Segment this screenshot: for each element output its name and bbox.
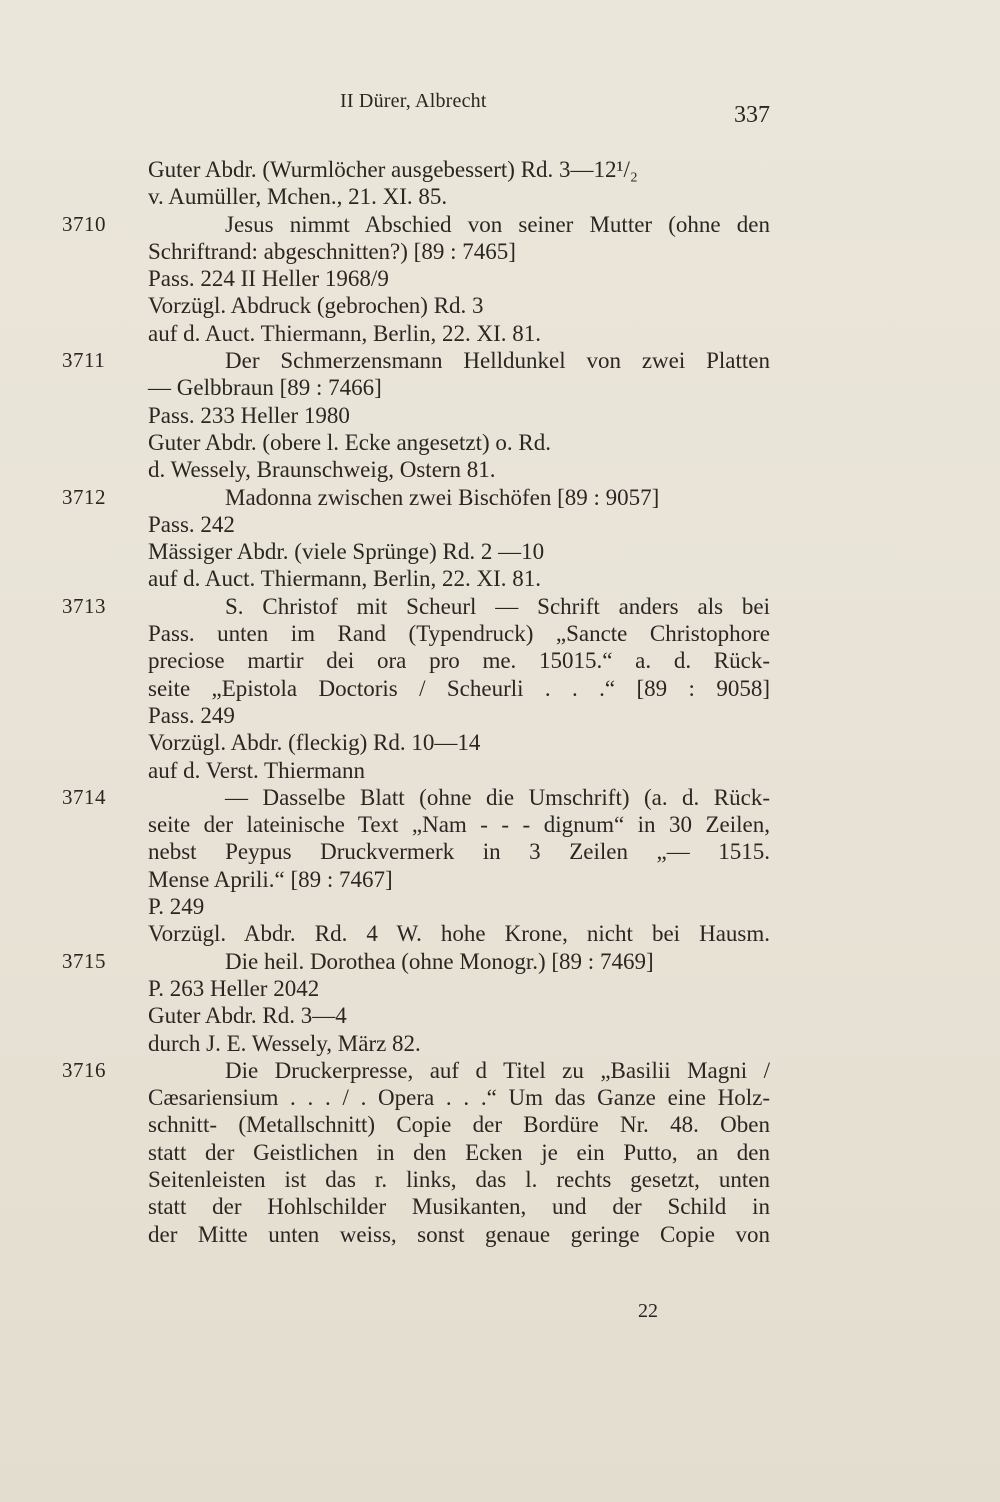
entry-line: [0, 675, 1000, 702]
line-text: — Gelbbraun [89 : 7466]: [148, 375, 382, 401]
entry-line: [0, 238, 1000, 265]
line-text: Mense Aprili.“ [89 : 7467]: [148, 866, 393, 892]
entry-line: [0, 647, 1000, 674]
line-text: Guter Abdr. (obere l. Ecke angesetzt) o. Rd.: [148, 429, 552, 455]
entry-first-line: [0, 211, 1000, 238]
line-text: preciose martir dei ora pro me. 15015.“ a. d. Rück-: [148, 648, 770, 674]
line-text: Pass. 224 II Heller 1968/9: [148, 266, 389, 292]
entry-line: [0, 292, 1000, 319]
line-text: seite „Epistola Doctoris / Scheurli . . .“ [89 : 9058]: [148, 675, 770, 701]
running-head: II Dürer, Albrecht: [340, 90, 487, 112]
entry-line: [0, 456, 1000, 483]
entry-number: 3713: [62, 593, 106, 618]
line-text: Die Druckerpresse, auf d Titel zu „Basilii Magni /: [225, 1057, 770, 1083]
entry-line: [0, 1111, 1000, 1138]
line-text: Vorzügl. Abdr. Rd. 4 W. hohe Krone, nicht bei Hausm.: [148, 921, 770, 947]
entry-line: [0, 1030, 1000, 1057]
entry-first-line: [0, 1057, 1000, 1084]
entry-first-line: [0, 784, 1000, 811]
line-text: Seitenleisten ist das r. links, das l. rechts gesetzt, unten: [148, 1166, 770, 1192]
entry-line: [0, 374, 1000, 401]
printer-signature: 22: [638, 1300, 658, 1322]
entry-line: [0, 402, 1000, 429]
line-text: Madonna zwischen zwei Bischöfen [89 : 9057]: [225, 484, 660, 510]
entry-line: [0, 1139, 1000, 1166]
entry-number: 3716: [62, 1057, 106, 1082]
catalogue-text: [0, 156, 1000, 1248]
line-text: seite der lateinische Text „Nam - - - dignum“ in 30 Zeilen,: [148, 812, 770, 838]
entry-number: 3710: [62, 211, 106, 236]
line-text: S. Christof mit Scheurl — Schrift anders als bei: [225, 593, 770, 619]
line-text: Vorzügl. Abdruck (gebrochen) Rd. 3: [148, 293, 484, 319]
entry-line: [0, 156, 1000, 183]
entry-line: [0, 1084, 1000, 1111]
line-text: P. 249: [148, 894, 205, 920]
entry-line: [0, 183, 1000, 210]
entry-line: [0, 511, 1000, 538]
entry-line: [0, 1221, 1000, 1248]
entry-line: [0, 757, 1000, 784]
entry-line: [0, 838, 1000, 865]
line-text: Pass. 233 Heller 1980: [148, 402, 350, 428]
entry-first-line: [0, 484, 1000, 511]
line-text: Pass. unten im Rand (Typendruck) „Sancte Christophore: [148, 621, 770, 647]
entry-line: [0, 1166, 1000, 1193]
line-text: schnitt- (Metallschnitt) Copie der Bordüre Nr. 48. Oben: [148, 1112, 770, 1138]
entry-line: [0, 893, 1000, 920]
entry-line: [0, 729, 1000, 756]
line-text: Die heil. Dorothea (ohne Monogr.) [89 : 7469]: [225, 948, 654, 974]
entry-line: [0, 1193, 1000, 1220]
entry-first-line: [0, 593, 1000, 620]
line-text: der Mitte unten weiss, sonst genaue geringe Copie von: [148, 1221, 770, 1247]
entry-line: [0, 620, 1000, 647]
line-text: statt der Geistlichen in den Ecken je ein Putto, an den: [148, 1139, 770, 1165]
line-text: statt der Hohlschilder Musikanten, und der Schild in: [148, 1194, 770, 1220]
line-text: auf d. Auct. Thiermann, Berlin, 22. XI. 81.: [148, 320, 542, 346]
entry-line: [0, 1002, 1000, 1029]
entry-first-line: [0, 948, 1000, 975]
line-text: auf d. Verst. Thiermann: [148, 757, 365, 783]
line-text: Der Schmerzensmann Helldunkel von zwei Platten: [225, 348, 770, 374]
entry-line: [0, 975, 1000, 1002]
entry-number: 3711: [62, 348, 106, 373]
entry-line: [0, 702, 1000, 729]
line-text: v. Aumüller, Mchen., 21. XI. 85.: [148, 184, 448, 210]
entry-line: [0, 811, 1000, 838]
entry-line: [0, 565, 1000, 592]
line-text: Schriftrand: abgeschnitten?) [89 : 7465]: [148, 238, 516, 264]
line-text: Mässiger Abdr. (viele Sprünge) Rd. 2 —10: [148, 539, 545, 565]
line-text: Guter Abdr. Rd. 3—4: [148, 1003, 347, 1029]
entry-line: [0, 429, 1000, 456]
page-number: 337: [734, 102, 770, 128]
entry-number: 3712: [62, 484, 106, 509]
line-text: durch J. E. Wessely, März 82.: [148, 1030, 421, 1056]
entry-line: [0, 538, 1000, 565]
line-text: Cæsariensium . . . / . Opera . . .“ Um das Ganze eine Holz-: [148, 1085, 770, 1111]
entry-first-line: [0, 347, 1000, 374]
entry-line: [0, 920, 1000, 947]
line-text: Pass. 249: [148, 702, 235, 728]
entry-line: [0, 320, 1000, 347]
line-text: — Dasselbe Blatt (ohne die Umschrift) (a. d. Rück-: [225, 784, 770, 810]
line-text: Pass. 242: [148, 511, 235, 537]
entry-line: [0, 265, 1000, 292]
entry-line: [0, 866, 1000, 893]
entry-number: 3714: [62, 784, 106, 809]
line-text: auf d. Auct. Thiermann, Berlin, 22. XI. 81.: [148, 566, 542, 592]
line-text: nebst Peypus Druckvermerk in 3 Zeilen „— 1515.: [148, 839, 770, 865]
line-text: Jesus nimmt Abschied von seiner Mutter (ohne den: [225, 211, 770, 237]
line-text: Guter Abdr. (Wurmlöcher ausgebessert) Rd. 3—12¹/₂: [148, 157, 638, 182]
line-text: d. Wessely, Braunschweig, Ostern 81.: [148, 457, 496, 483]
line-text: Vorzügl. Abdr. (fleckig) Rd. 10—14: [148, 730, 481, 756]
entry-number: 3715: [62, 948, 106, 973]
line-text: P. 263 Heller 2042: [148, 975, 320, 1001]
